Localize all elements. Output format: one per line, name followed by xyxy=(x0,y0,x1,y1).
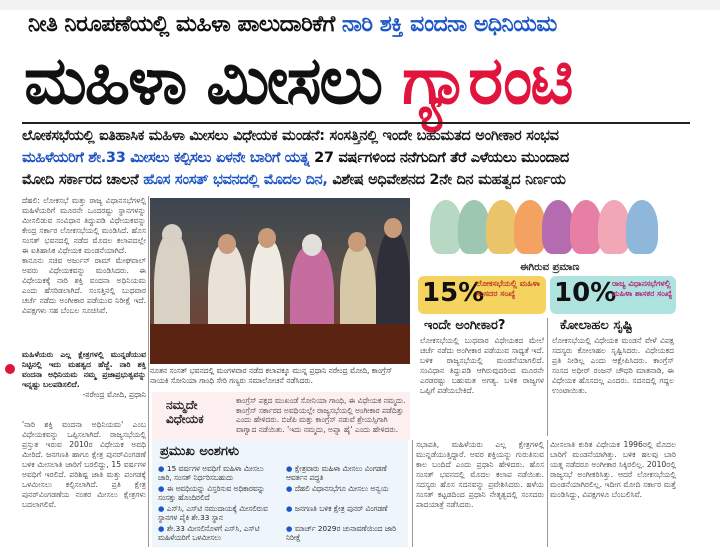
subhead-line3a: ಮೋದಿ ಸರ್ಕಾರದ ಚಾಲನೆ xyxy=(22,172,139,188)
photo-head xyxy=(302,234,322,256)
stat1-value: 15% xyxy=(422,278,485,308)
subhead-line2 xyxy=(22,150,569,166)
photo-head xyxy=(162,224,182,246)
photo-head xyxy=(218,234,236,254)
key-point-item: ● ಜನಗಣತಿ ಬಳಿಕ ಕ್ಷೇತ್ರ ಪುನರ್ ವಿಂಗಡಣೆ xyxy=(286,504,388,513)
stat2-label: ರಾಜ್ಯ ವಿಧಾನಸಭೆಗಳಲ್ಲಿ ಮಹಿಳಾ ಶಾಸಕರ ಸಂಖ್ಯೆ xyxy=(612,279,673,298)
quote-icon xyxy=(4,360,16,372)
subhead-line3 xyxy=(22,172,566,188)
q1-text: ಲೋಕಸಭೆಯಲ್ಲಿ ಬುಧವಾರ ವಿಧೇಯಕದ ಮೇಲೆ ಚರ್ಚೆ ನಡೆದು ಅಂಗೀಕಾರ ಪಡೆಯುವ ಸಾಧ್ಯತೆ ಇದೆ. ಬಳಿಕ ರಾಜ್ಯಸಭೆಯಲ್ಲಿ ಮಂಡನೆಯಾಗಲಿದೆ. ಸಂವಿಧಾನ ತಿದ್ದುಪಡಿ ಆಗಿರುವುದರಿಂದ ಮೂರನೇ ಎರಡರಷ್ಟು ಬಹುಮತ ಅಗತ್ಯ. ಬಳಿಕ ರಾಜ್ಯಗಳ ಒಪ್ಪಿಗೆ ಪಡೆಯಬೇಕಿದೆ. xyxy=(420,336,544,395)
headline-part1: ಮಹಿಳಾ ಮೀಸಲು xyxy=(24,42,382,119)
dateline-text: ದೆಹಲಿ: ಲೋಕಸಭೆ ಮತ್ತು ರಾಜ್ಯ ವಿಧಾನಸಭೆಗಳಲ್ಲಿ ಮಹಿಳೆಯರಿಗೆ ಮೂರನೇ ಒಂದರಷ್ಟು ಸ್ಥಾನಗಳನ್ನು ಮೀಸಲಿಡುವ ಸಂವಿಧಾನ ತಿದ್ದುಪಡಿ ವಿಧೇಯಕವನ್ನು ಕೇಂದ್ರ ಸರ್ಕಾರ ಲೋಕಸಭೆಯಲ್ಲಿ ಮಂಡಿಸಿದೆ. ಹೊಸ ಸಂಸತ್ ಭವನದಲ್ಲಿ ನಡೆದ ಮೊದಲ ಕಲಾಪದಲ್ಲೇ ಈ ಐತಿಹಾಸಿಕ ವಿಧೇಯಕ ಮಂಡನೆಯಾಗಿದೆ. xyxy=(22,196,146,255)
kicker-text: ನೀತಿ ನಿರೂಪಣೆಯಲ್ಲಿ ಮಹಿಳಾ ಪಾಲುದಾರಿಕೆಗೆ xyxy=(28,12,335,37)
headline-kicker xyxy=(28,12,557,37)
photo-caption: ನೂತನ ಸಂಸತ್ ಭವನದಲ್ಲಿ ಮಂಗಳವಾರ ನಡೆದ ಕಲಾಪಕ್ಕೂ ಮುನ್ನ ಪ್ರಧಾನಿ ನರೇಂದ್ರ ಮೋದಿ, ಕಾಂಗ್ರೆಸ್ ನಾಯಕಿ ಸೋನಿಯಾ ಗಾಂಧಿ ಸೇರಿ ಗಣ್ಯರು ಸಮಾಲೋಚನೆ ನಡೆಸಿದರು. xyxy=(150,366,393,385)
pm-quote-text: ಮಹಿಳೆಯರು ಎಲ್ಲ ಕ್ಷೇತ್ರಗಳಲ್ಲಿ ಮುನ್ನಡೆಯುವ ನಿಟ್ಟಿನಲ್ಲಿ ಇದು ಮಹತ್ವದ ಹೆಜ್ಜೆ. ನಾರಿ ಶಕ್ತಿ ವಂದನಾ ಅಧಿನಿಯಮ ನಮ್ಮ ಪ್ರಜಾಪ್ರಭುತ್ವವನ್ನು ಇನ್ನಷ್ಟು ಬಲಪಡಿಸಲಿದೆ. xyxy=(22,350,146,389)
subhead-line2b: 27 ವರ್ಷಗಳಿಂದ ನನೆಗುದಿಗೆ ತೆರೆ ಎಳೆಯಲು ಮುಂದಾದ xyxy=(314,150,569,166)
article-para3: 'ನಾರಿ ಶಕ್ತಿ ವಂದನಾ ಅಧಿನಿಯಮ' ಎಂಬ ವಿಧೇಯಕವನ್ನು ಒಪ್ಪಿಸಲಾಗಿದೆ. ರಾಜ್ಯಸಭೆಯಲ್ಲಿ ಪ್ರಸ್ತುತ ಇರುವ 2010ರ ವಿಧೇಯಕ ಅವಧಿ ಮೀರಿದೆ. ಜನಗಣತಿ ಹಾಗೂ ಕ್ಷೇತ್ರ ಪುನರ್‌ವಿಂಗಡಣೆ ಬಳಿಕ ಮೀಸಲಾತಿ ಜಾರಿಗೆ ಬರಲಿದ್ದು, 15 ವರ್ಷಗಳ ಅವಧಿಗೆ ಇರಲಿದೆ. ಪರಿಶಿಷ್ಟ ಜಾತಿ ಮತ್ತು ಪಂಗಡಕ್ಕೆ ಒಳಮೀಸಲು ಕಲ್ಪಿಸಲಾಗಿದೆ. ಪ್ರತಿ ಕ್ಷೇತ್ರ ಪುನರ್‌ವಿಂಗಡಣೆಯ ನಂತರ ಮೀಸಲು ಕ್ಷೇತ್ರಗಳು ಬದಲಾಗಲಿವೆ. xyxy=(22,420,146,509)
congress-infobox xyxy=(152,392,410,440)
main-headline xyxy=(24,42,572,120)
infobox-text: ಕಾಂಗ್ರೆಸ್ ಪಕ್ಷದ ಮುಖಂಡೆ ಸೋನಿಯಾ ಗಾಂಧಿ, ಈ ವಿಧೇಯಕ ನಮ್ಮದು. ಕಾಂಗ್ರೆಸ್ ಸರ್ಕಾರದ ಅವಧಿಯಲ್ಲೇ ರಾಜ್ಯಸಭೆಯಲ್ಲಿ ಅಂಗೀಕಾರ ಪಡೆದಿತ್ತು ಎಂದು ಹೇಳಿದರು. ಬಿಜೆಪಿ ಮತ್ತು ಕಾಂಗ್ರೆಸ್ ನಡುವೆ ಶ್ರೇಯಸ್ಸಿಗಾಗಿ ವಾಗ್ವಾದ ನಡೆಯಿತು. 'ಇದು ನಮ್ಮದು, ಅಪ್ನಾ ಹೈ' ಎಂದು ಹೇಳಿದರು. xyxy=(236,396,406,434)
q1-title: ಇಂದೇ ಅಂಗೀಕಾರ? xyxy=(424,318,506,333)
column-divider xyxy=(547,440,548,547)
column-divider xyxy=(547,318,548,436)
headline-divider xyxy=(22,122,690,124)
parliament-photo xyxy=(150,198,410,364)
key-point-item: ● ಮಾರ್ಚ್ 2029ರ ಚುನಾವಣೆಯಿಂದ ಜಾರಿ ನಿರೀಕ್ಷೆ xyxy=(286,524,397,543)
women-faces-illustration xyxy=(430,196,658,258)
photo-head xyxy=(348,232,366,252)
key-point-item: ● ಎಸ್‌ಸಿ, ಎಸ್‌ಟಿ ಸಮುದಾಯಕ್ಕೆ ಮೀಸಲಿರುವ ಸ್ಥಾನಗಳ ಪೈಕಿ ಶೇ.33 ಸ್ಥಾನ xyxy=(158,504,268,523)
kicker-highlight: ನಾರಿ ಶಕ್ತಿ ವಂದನಾ ಅಧಿನಿಯಮ xyxy=(341,12,557,37)
bottom-col2: ಮೀಸಲಾತಿ ಕುರಿತ ವಿಧೇಯಕ 1996ರಲ್ಲಿ ಮೊದಲ ಬಾರಿಗೆ ಮಂಡನೆಯಾಗಿತ್ತು. ಬಳಿಕ ಹಲವು ಬಾರಿ ಯತ್ನ ನಡೆದರೂ ಅಂಗೀಕಾರ ಸಿಕ್ಕಿರಲಿಲ್ಲ. 2010ರಲ್ಲಿ ರಾಜ್ಯಸಭೆ ಅಂಗೀಕರಿಸಿತ್ತು. ಆದರೆ ಲೋಕಸಭೆಯಲ್ಲಿ ಮಂಡನೆಯಾಗಿರಲಿಲ್ಲ. ಇದೀಗ ಮೋದಿ ಸರ್ಕಾರ ಮತ್ತೆ ಮಂಡಿಸಿದ್ದು, ವಿಪಕ್ಷಗಳೂ ಬೆಂಬಲಿಸಿವೆ. xyxy=(550,440,676,499)
key-point-item: ● ಈ ಅವಧಿಯನ್ನು ವಿಸ್ತರಿಸುವ ಅಧಿಕಾರವನ್ನು ಸಂಸತ್ತು ಹೊಂದಿರಲಿದೆ xyxy=(158,484,265,503)
infobox-title: ನಮ್ಮದೇ ವಿಧೇಯಕ xyxy=(166,398,204,426)
article-para2: ಕಾನೂನು ಸಚಿವ ಅರ್ಜುನ್ ರಾಮ್ ಮೇಘವಾಲ್ ಅವರು ವಿಧೇಯಕವನ್ನು ಮಂಡಿಸಿದರು. ಈ ವಿಧೇಯಕಕ್ಕೆ ನಾರಿ ಶಕ್ತಿ ವಂದನಾ ಅಧಿನಿಯಮ ಎಂದು ಹೆಸರಿಡಲಾಗಿದೆ. ಸಂಸತ್ತಿನಲ್ಲಿ ಬುಧವಾರ ಚರ್ಚೆ ನಡೆದು ಅಂಗೀಕಾರ ಪಡೆಯುವ ನಿರೀಕ್ಷೆ ಇದೆ. ವಿಪಕ್ಷಗಳು ಸಹ ಬೆಂಬಲ ಸೂಚಿಸಿವೆ. xyxy=(22,256,146,315)
pm-quote-attribution: -ನರೇಂದ್ರ ಮೋದಿ, ಪ್ರಧಾನಿ xyxy=(82,390,146,399)
photo-desk xyxy=(150,324,410,364)
photo-head xyxy=(384,218,402,238)
stat-assemblies xyxy=(550,276,676,314)
headline-part2: ಗ್ಯಾರಂಟಿ xyxy=(402,42,572,119)
column-divider xyxy=(148,196,149,547)
key-points-box xyxy=(152,440,408,547)
top-strip xyxy=(0,0,720,10)
column-divider xyxy=(412,440,413,547)
stat1-label: ಲೋಕಸಭೆಯಲ್ಲಿ ಮಹಿಳಾ ಸಂಸದರ ಸಂಖ್ಯೆ xyxy=(476,279,540,298)
key-point-item: ● ಕ್ಷೇತ್ರವಾರು ಮಹಿಳಾ ಮೀಸಲು ವಿಂಗಡಣೆ ಆವರ್ತನ ಪದ್ಧತಿ xyxy=(286,464,387,483)
subhead-line1: ಲೋಕಸಭೆಯಲ್ಲಿ ಐತಿಹಾಸಿಕ ಮಹಿಳಾ ಮೀಸಲು ವಿಧೇಯಕ ಮಂಡನೆ: ಸಂಸತ್ತಿನಲ್ಲಿ ಇಂದೇ ಬಹುಮತದ ಅಂಗೀಕಾರ ಸಂಭವ xyxy=(22,128,559,144)
stat-lok-sabha xyxy=(418,276,546,314)
key-point-item: ● ಶೇ.33 ಮೀಸಲಿನೊಳಗೆ ಎಸ್‌ಸಿ, ಎಸ್‌ಟಿ ಮಹಿಳೆಯರಿಗೆ ಒಳಮೀಸಲು xyxy=(158,524,260,543)
subhead-line2a: ಮಹಿಳೆಯರಿಗೆ ಶೇ.33 ಮೀಸಲು ಕಲ್ಪಿಸಲು ಏಳನೇ ಬಾರಿಗೆ ಯತ್ನ xyxy=(22,150,310,166)
faces-caption: ಈಗಿರುವ ಪ್ರಮಾಣ xyxy=(520,262,580,273)
q2-title: ಕೋಲಾಹಲ ಸೃಷ್ಟಿ xyxy=(560,318,633,333)
q2-text: ಲೋಕಸಭೆಯಲ್ಲಿ ವಿಧೇಯಕ ಮಂಡನೆ ವೇಳೆ ವಿಪಕ್ಷ ಸದಸ್ಯರು ಕೋಲಾಹಲ ಸೃಷ್ಟಿಸಿದರು. ವಿಧೇಯಕದ ಪ್ರತಿ ನೀಡಿಲ್ಲ ಎಂದು ಆಕ್ಷೇಪಿಸಿದರು. ಕಾಂಗ್ರೆಸ್ ಸಂಸದ ಅಧೀರ್ ರಂಜನ್ ಚೌಧರಿ ಮಾತನಾಡಿ, ಈ ವಿಧೇಯಕ ಹೊಸದಲ್ಲ ಎಂದರು. ಸದನದಲ್ಲಿ ಗದ್ದಲ ಉಂಟಾಯಿತು. xyxy=(552,336,674,395)
key-point-item: ● 15 ವರ್ಷಗಳ ಅವಧಿಗೆ ಮಹಿಳಾ ಮೀಸಲು ಜಾರಿ, ಸಂಸತ್ ನಿರ್ಧರಿಸಬಹುದು xyxy=(158,464,264,483)
stat2-value: 10% xyxy=(554,278,617,308)
article-lead xyxy=(22,196,146,346)
photo-head xyxy=(258,228,276,248)
key-point-item: ● ದೆಹಲಿ ವಿಧಾನಸಭೆಗೂ ಮೀಸಲು ಅನ್ವಯ xyxy=(286,484,389,493)
bottom-col1: ಸಭಾಪತಿ, ಮಹಿಳೆಯರು ಎಲ್ಲ ಕ್ಷೇತ್ರಗಳಲ್ಲಿ ಮುನ್ನಡೆಯುತ್ತಿದ್ದಾರೆ. ಅವರ ಶಕ್ತಿಯನ್ನು ಗುರುತಿಸುವ ಕಾಲ ಬಂದಿದೆ ಎಂದು ಪ್ರಧಾನಿ ಹೇಳಿದರು. ಹೊಸ ಸಂಸತ್ ಭವನದಲ್ಲಿ ಮೊದಲ ಕಲಾಪ ನಡೆಯಿತು. ಸದಸ್ಯರು ಹೊಸ ಸದನವನ್ನು ಪ್ರವೇಶಿಸಿದರು. ಹಳೆಯ ಸಂಸತ್ ಕಟ್ಟಡದಿಂದ ಪ್ರಧಾನಿ ನೇತೃತ್ವದಲ್ಲಿ ಸಂಸದರು ಪಾದಯಾತ್ರೆ ನಡೆಸಿದರು. xyxy=(416,440,544,509)
subhead-line3b: ಹೊಸ ಸಂಸತ್ ಭವನದಲ್ಲಿ ಮೊದಲ ದಿನ, xyxy=(143,172,328,188)
face-silhouette xyxy=(626,200,658,254)
pm-quote xyxy=(22,350,146,412)
key-points-title: ಪ್ರಮುಖ ಅಂಶಗಳು xyxy=(160,444,240,459)
subhead-line3c: ವಿಶೇಷ ಅಧಿವೇಶನದ 2ನೇ ದಿನ ಮಹತ್ವದ ನಿರ್ಣಯ xyxy=(332,172,566,188)
